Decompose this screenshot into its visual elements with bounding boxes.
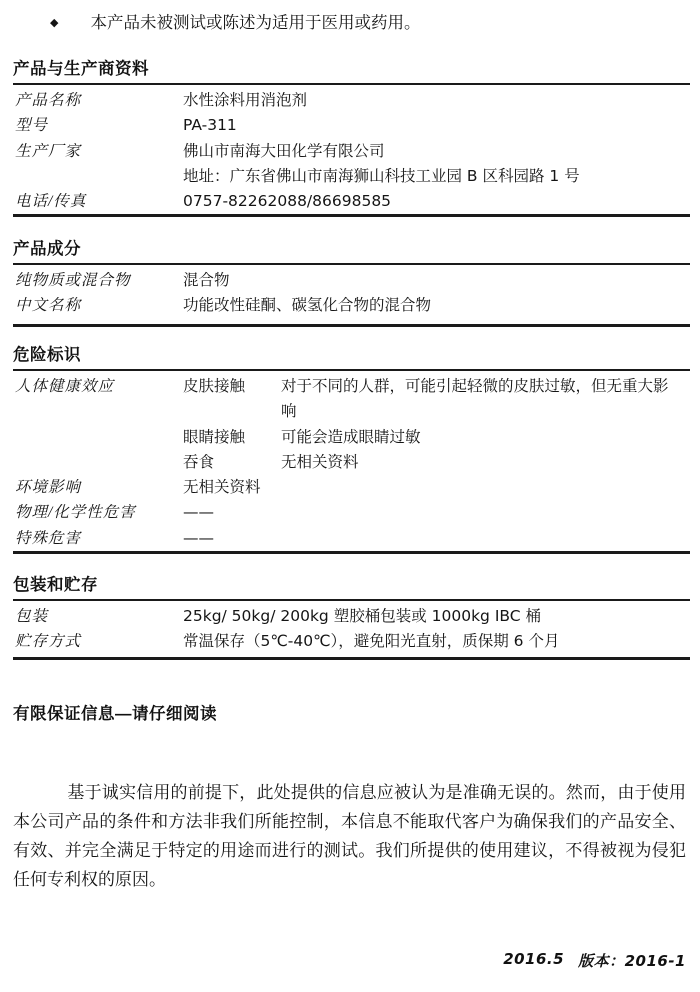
section-rows bbox=[13, 601, 690, 657]
row-label bbox=[15, 450, 183, 475]
table-row bbox=[15, 293, 690, 318]
footer-version: 版本：2016-1 bbox=[578, 952, 686, 970]
row-value: 水性涂料用消泡剂 bbox=[183, 91, 308, 109]
section-footer-rule bbox=[13, 324, 690, 327]
row-label: 电话/传真 bbox=[15, 193, 87, 211]
row-sublabel: 皮肤接触 bbox=[183, 377, 246, 395]
row-value: 0757-82262088/86698585 bbox=[183, 192, 392, 211]
table-row bbox=[15, 164, 690, 189]
section-hazards bbox=[13, 344, 690, 554]
table-row bbox=[15, 500, 690, 525]
section-footer-rule bbox=[13, 551, 690, 554]
row-label: 产品名称 bbox=[15, 92, 82, 109]
medical-use-notice bbox=[50, 12, 420, 34]
table-row bbox=[15, 113, 690, 138]
row-sublabel: 吞食 bbox=[183, 452, 215, 471]
section-title: 产品与生产商资料 bbox=[13, 60, 149, 78]
row-label: 中文名称 bbox=[15, 297, 82, 315]
row-label: 贮存方式 bbox=[15, 633, 82, 651]
row-value bbox=[281, 475, 673, 500]
table-row bbox=[15, 88, 690, 113]
row-label: 生产厂家 bbox=[15, 142, 82, 160]
row-value: 地址：广东省佛山市南海狮山科技工业园 B 区科园路 1 号 bbox=[183, 166, 580, 185]
table-row bbox=[15, 425, 690, 450]
row-value: 25kg/ 50kg/ 200kg 塑胶桶包装或 1000kg IBC 桶 bbox=[183, 607, 541, 625]
table-row bbox=[15, 189, 690, 214]
row-label: 型号 bbox=[15, 117, 49, 135]
table-row bbox=[15, 139, 690, 164]
row-label: 人体健康效应 bbox=[15, 378, 115, 395]
table-row bbox=[15, 604, 690, 629]
row-label: 物理/化学性危害 bbox=[15, 504, 136, 522]
section-composition bbox=[13, 238, 690, 327]
row-value: 混合物 bbox=[183, 271, 230, 289]
footer-date: 2016.5 bbox=[503, 950, 565, 968]
row-value: 可能会造成眼睛过敏 bbox=[281, 427, 421, 446]
section-title: 危险标识 bbox=[13, 346, 81, 364]
table-row bbox=[15, 374, 690, 425]
row-value: 无相关资料 bbox=[281, 452, 359, 471]
section-rows bbox=[13, 371, 690, 551]
table-row bbox=[15, 629, 690, 654]
notice-text: 本产品未被测试或陈述为适用于医用或药用。 bbox=[90, 13, 421, 32]
row-sublabel: 眼睛接触 bbox=[183, 427, 246, 446]
section-footer-rule bbox=[13, 657, 690, 660]
section-rows bbox=[13, 85, 690, 214]
table-row bbox=[15, 268, 690, 293]
row-label: 特殊危害 bbox=[15, 529, 82, 547]
row-value: 对于不同的人群，可能引起轻微的皮肤过敏，但无重大影响 bbox=[281, 377, 669, 421]
section-packaging bbox=[13, 574, 690, 660]
section-footer-rule bbox=[13, 214, 690, 217]
row-value: PA-311 bbox=[183, 116, 237, 135]
row-label: 环境影响 bbox=[15, 479, 82, 497]
section-product-info bbox=[13, 58, 690, 217]
warranty-paragraph: 基于诚实信用的前提下，此处提供的信息应被认为是准确无误的。然而，由于使用本公司产品的条件和方法非我们所能控制，本信息不能取代客户为确保我们的产品安全、有效、并完全满足于特定的用途而进行的测试。我们所提供的使用建议，不得被视为侵犯任何专利权的原因。 bbox=[13, 783, 686, 889]
row-value: 功能改性硅酮、碳氢化合物的混合物 bbox=[183, 296, 432, 315]
row-value: 佛山市南海大田化学有限公司 bbox=[183, 141, 385, 160]
row-value: 常温保存（5℃-40℃），避免阳光直射，质保期 6 个月 bbox=[183, 632, 560, 651]
warranty-title: 有限保证信息—请仔细阅读 bbox=[13, 705, 217, 723]
row-label: 包装 bbox=[15, 608, 49, 625]
row-label bbox=[15, 164, 183, 189]
row-label: 纯物质或混合物 bbox=[15, 272, 131, 289]
row-sublabel: 无相关资料 bbox=[183, 478, 261, 497]
diamond-bullet-icon: ◆ bbox=[50, 17, 59, 29]
table-row bbox=[15, 450, 690, 475]
table-row bbox=[15, 475, 690, 500]
row-sublabel: —— bbox=[183, 503, 214, 522]
table-row bbox=[15, 526, 690, 551]
section-title: 产品成分 bbox=[13, 240, 81, 258]
row-value bbox=[281, 500, 673, 525]
section-title: 包装和贮存 bbox=[13, 576, 98, 594]
row-value bbox=[281, 526, 673, 551]
row-label bbox=[15, 425, 183, 450]
footer-version-info bbox=[503, 950, 686, 971]
section-rows bbox=[13, 265, 690, 324]
row-sublabel: —— bbox=[183, 528, 214, 547]
